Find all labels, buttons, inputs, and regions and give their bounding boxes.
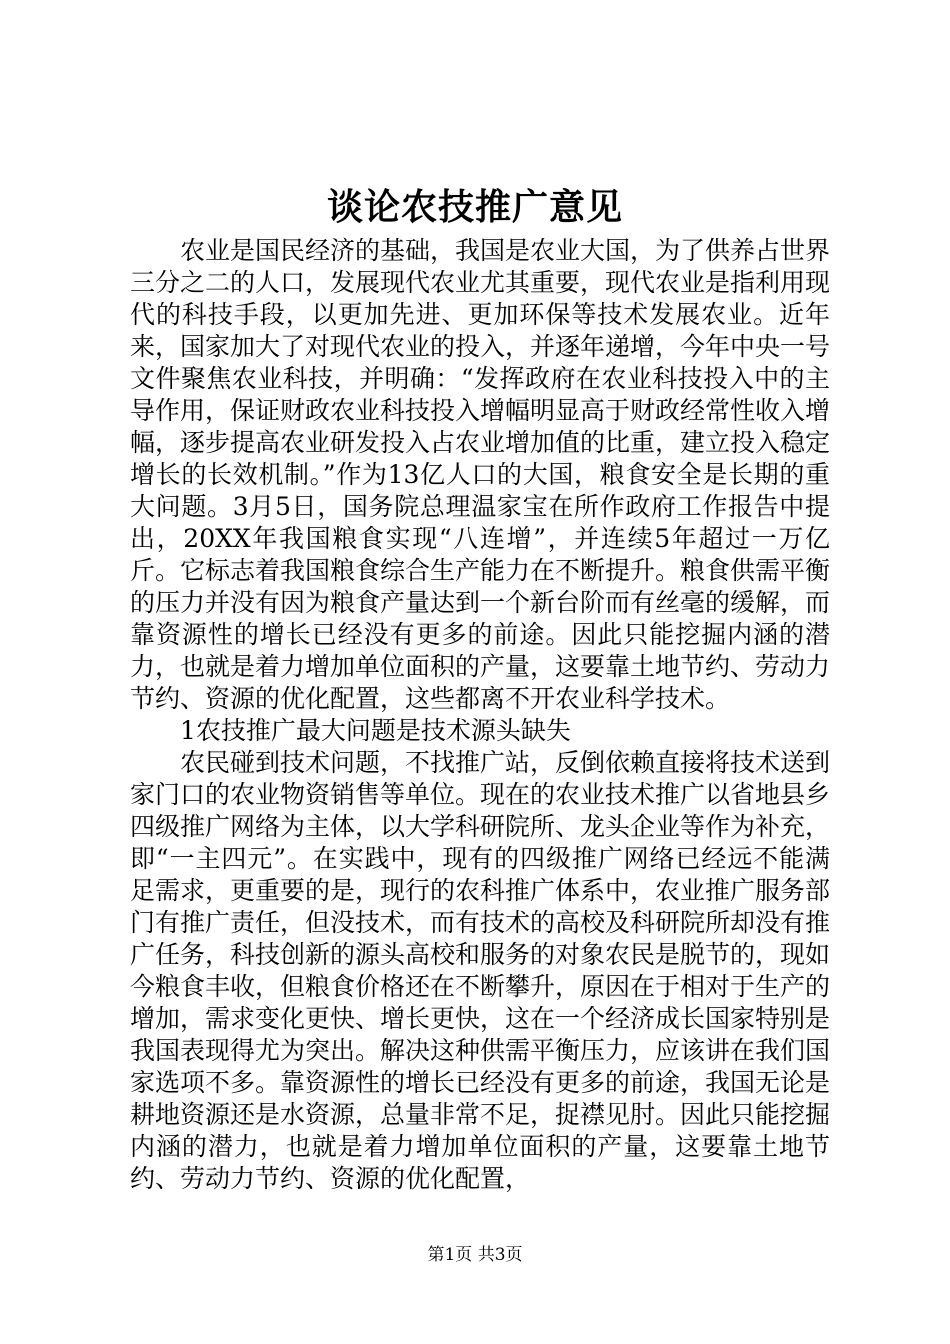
paragraph-intro: 农业是国民经济的基础，我国是农业大国，为了供养占世界三分之二的人口，发展现代农业尤其重要，现代农业是指利用现代的科技手段，以更加先进、更加环保等技术发展农业。近年来，国家加大了对现代农业的投入，并逐年递增，今年中央一号文件聚焦农业科技，并明确：“发挥政府在农业科技投入中的主导作用，保证财政农业科技投入增幅明显高于财政经常性收入增幅，逐步提高农业研发投入占农业增加值的比重，建立投入稳定增长的长效机制。”作为13亿人口的大国，粮食安全是长期的重大问题。3月5日，国务院总理温家宝在所作政府工作报告中提出，20XX年我国粮食实现“八连增”，并连续5年超过一万亿斤。它标志着我国粮食综合生产能力在不断提升。粮食供需平衡的压力并没有因为粮食产量达到一个新台阶而有丝毫的缓解，而靠资源性的增长已经没有更多的前途。因此只能挖掘内涵的潜力，也就是着力增加单位面积的产量，这要靠土地节约、劳动力节约、资源的优化配置，这些都离不开农业科学技术。 [130, 236, 831, 713]
document-body [130, 235, 830, 1195]
paragraph-section-1: 农民碰到技术问题，不找推广站，反倒依赖直接将技术送到家门口的农业物资销售等单位。现在的农业技术推广以省地县乡四级推广网络为主体，以大学科研院所、龙头企业等作为补充，即“一主四元”。在实践中，现有的四级推广网络已经远不能满足需求，更重要的是，现行的农科推广体系中，农业推广服务部门有推广责任，但没技术，而有技术的高校及科研院所却没有推广任务，科技创新的源头高校和服务的对象农民是脱节的，现如今粮食丰收，但粮食价格还在不断攀升，原因在于相对于生产的增加，需求变化更快、增长更快，这在一个经济成长国家特别是我国表现得尤为突出。解决这种供需平衡压力，应该讲在我们国家选项不多。靠资源性的增长已经没有更多的前途，我国无论是耕地资源还是水资源，总量非常不足，捉襟见肘。因此只能挖掘内涵的潜力，也就是着力增加单位面积的产量，这要靠土地节约、劳动力节约、资源的优化配置， [130, 748, 831, 1193]
document-title: 谈论农技推广意见 [326, 186, 623, 228]
section-heading: 1农技推广最大问题是技术源头缺失 [180, 716, 571, 745]
page-footer: 第1页 共3页 [427, 1245, 523, 1265]
